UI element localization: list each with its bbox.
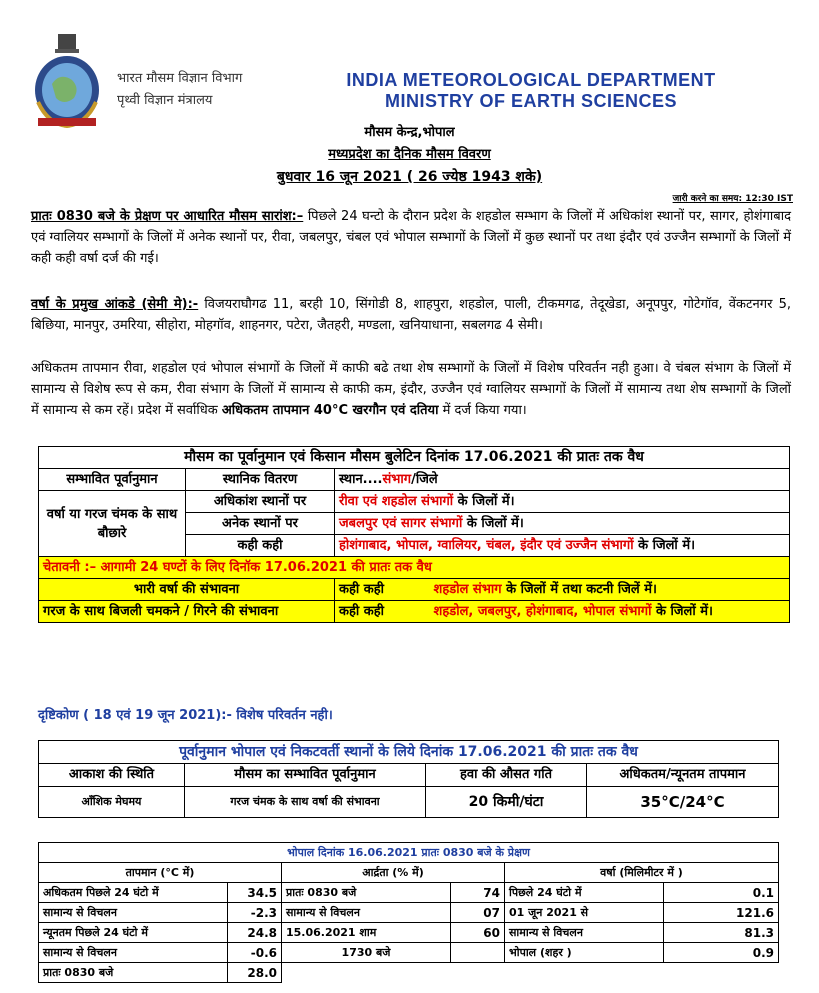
forecast-region-suffix: के जिलों में। xyxy=(462,516,524,531)
obs-value: 07 xyxy=(451,903,505,923)
temperature-tail: में दर्ज किया गया। xyxy=(438,403,527,418)
obs-empty xyxy=(664,963,779,983)
table-row xyxy=(39,943,779,963)
summary-heading: प्रातः 0830 बजे के प्रेक्षण पर आधारित मौसम सारांश:– xyxy=(31,209,304,224)
max-min-temperature: 35°C/24°C xyxy=(587,787,779,818)
obs-label: 15.06.2021 शाम xyxy=(282,923,451,943)
table-row xyxy=(39,963,779,983)
obs-value xyxy=(451,943,505,963)
warning-dist: कही कही xyxy=(339,604,385,619)
obs-value: 0.9 xyxy=(664,943,779,963)
obs-label: सामान्य से विचलन xyxy=(39,943,228,963)
forecast-dist: अनेक स्थानों पर xyxy=(186,513,335,535)
rainfall-summary xyxy=(31,294,791,336)
obs-header-temperature: तापमान (°C में) xyxy=(39,863,282,883)
col-spatial-distribution: स्थानिक वितरण xyxy=(186,469,335,491)
obs-label: अधिकतम पिछले 24 घंटो में xyxy=(39,883,228,903)
forecast-region: रीवा एवं शहडोल संभागों xyxy=(339,494,454,509)
obs-value: 24.8 xyxy=(228,923,282,943)
obs-label: प्रातः 0830 बजे xyxy=(282,883,451,903)
col-place-header xyxy=(335,469,790,491)
obs-label: 1730 बजे xyxy=(282,943,451,963)
rainfall-heading: वर्षा के प्रमुख आंकडे (सेमी मे):- xyxy=(31,297,199,312)
summary-text: पिछले 24 घन्टो के दौरान प्रदेश के शहडोल सम्भाग के जिलों में अधिकांश स्थानों पर, सागर, होशंगाबाद एवं ग्वालियर सम्भागों के जिलों में अनेक स्थानों पर, रीवा, जबलपुर, चंबल एवं भोपाल सम्भागों के जिलों में कुछ स्थानों पर तथा इंदौर एवं उज्जैन सम्भागों के जिलों में कही कही वर्षा दर्ज की गई। xyxy=(31,209,791,266)
obs-label: सामान्य से विचलन xyxy=(505,923,664,943)
forecast-table xyxy=(38,446,790,623)
forecast-region-suffix: के जिलों में। xyxy=(633,538,696,553)
forecast-table-title: मौसम का पूर्वानुमान एवं किसान मौसम बुलेटिन दिनांक 17.06.2021 की प्रातः तक वैध xyxy=(39,447,790,469)
bhopal-obs-title: भोपाल दिनांक 16.06.2021 प्रातः 0830 बजे के प्रेक्षण xyxy=(39,843,779,863)
forecast-region-cell xyxy=(335,491,790,513)
bhopal-observation-table xyxy=(38,842,779,983)
bhopal-forecast-header: हवा की औसत गति xyxy=(426,764,587,787)
dept-name-hindi: भारत मौसम विज्ञान विभाग xyxy=(117,71,243,86)
obs-empty xyxy=(282,963,451,983)
forecast-region-suffix: के जिलों में। xyxy=(453,494,515,509)
obs-header-humidity: आर्द्रता (% में) xyxy=(282,863,505,883)
obs-label: भोपाल (शहर ) xyxy=(505,943,664,963)
forecast-dist: अधिकांश स्थानों पर xyxy=(186,491,335,513)
dept-hindi-block xyxy=(117,68,242,112)
sky-condition: ऑंशिक मेघमय xyxy=(39,787,185,818)
col-place-red: संभाग xyxy=(382,472,412,487)
forecast-region: जबलपुर एवं सागर संभागों xyxy=(339,516,463,531)
dept-name-english: INDIA METEOROLOGICAL DEPARTMENT xyxy=(346,70,716,90)
obs-label: प्रातः 0830 बजे xyxy=(39,963,228,983)
bhopal-forecast-title: पूर्वानुमान भोपाल एवं निकटवर्ती स्थानों के लिये दिनांक 17.06.2021 की प्रातः तक वैध xyxy=(39,741,779,764)
warning-dist: कही कही xyxy=(339,582,385,597)
obs-label: 01 जून 2021 से xyxy=(505,903,664,923)
obs-label: न्यूनतम पिछले 24 घंटो में xyxy=(39,923,228,943)
obs-header-rainfall: वर्षा (मिलिमीटर में ) xyxy=(505,863,779,883)
dept-english-block xyxy=(316,70,746,112)
warning-detail xyxy=(335,579,790,601)
warning-type: गरज के साथ बिजली चमकने / गिरने की संभावना xyxy=(39,601,335,623)
obs-value: -0.6 xyxy=(228,943,282,963)
obs-value: 28.0 xyxy=(228,963,282,983)
obs-empty xyxy=(505,963,664,983)
forecast-region-cell xyxy=(335,513,790,535)
warning-title: चेतावनी :– आगामी 24 घण्टों के लिए दिनॉक 17.06.2021 की प्रातः तक वैध xyxy=(39,557,790,579)
warning-region: शहडोल, जबलपुर, होशंगाबाद, भोपाल संभागों xyxy=(433,604,652,619)
table-row xyxy=(39,923,779,943)
obs-label: सामान्य से विचलन xyxy=(39,903,228,923)
bhopal-forecast-header: आकाश की स्थिति xyxy=(39,764,185,787)
temperature-summary xyxy=(31,358,791,421)
bhopal-forecast-table xyxy=(38,740,779,818)
obs-value: 34.5 xyxy=(228,883,282,903)
bhopal-forecast-header: मौसम का सम्भावित पूर्वानुमान xyxy=(185,764,426,787)
ministry-name-hindi: पृथ्वी विज्ञान मंत्रालय xyxy=(117,93,213,108)
warning-suffix: के जिलों में। xyxy=(651,604,713,619)
obs-value: 0.1 xyxy=(664,883,779,903)
obs-value: 60 xyxy=(451,923,505,943)
obs-value: 121.6 xyxy=(664,903,779,923)
warning-suffix: के जिलों में तथा कटनी जिलें में। xyxy=(501,582,657,597)
obs-value: -2.3 xyxy=(228,903,282,923)
col-probable-forecast: सम्भावित पूर्वानुमान xyxy=(39,469,186,491)
weather-summary xyxy=(31,206,791,269)
outlook-text: दृष्टिकोण ( 18 एवं 19 जून 2021):- विशेष परिवर्तन नही। xyxy=(38,708,333,723)
col-place-prefix: स्थान.... xyxy=(339,472,383,487)
forecast-region-cell xyxy=(335,535,790,557)
forecast-dist: कही कही xyxy=(186,535,335,557)
outlook xyxy=(38,705,333,723)
warning-region: शहडोल संभाग xyxy=(433,582,502,597)
warning-type: भारी वर्षा की संभावना xyxy=(39,579,335,601)
obs-value: 81.3 xyxy=(664,923,779,943)
obs-label: पिछले 24 घंटो में xyxy=(505,883,664,903)
centre-name: मौसम केन्द्र,भोपाल xyxy=(364,125,455,140)
imd-emblem-icon xyxy=(28,32,106,132)
rainfall-text: विजयराघौगढ 11, बरही 10, सिंगोडी 8, शाहपुरा, शहडोल, पाली, टीकमगढ, तेदूखेडा, अनूपपुर, गोटेगॉव, वेंकटनगर 5, बिछिया, मानपुर, उमरिया, सीहोरा, मोहगॉव, शाहनगर, पटेरा, जैतहरी, मण्डला, खनियाधाना, सबलगढ 4 सेमी। xyxy=(31,297,792,333)
table-row xyxy=(39,883,779,903)
report-title: मध्यप्रदेश का दैनिक मौसम विवरण xyxy=(328,147,491,162)
obs-value: 74 xyxy=(451,883,505,903)
forecast-region: होशंगाबाद, भोपाल, ग्वालियर, चंबल, इंदौर एवं उज्जैन संभागों xyxy=(339,538,634,553)
ministry-name-english: MINISTRY OF EARTH SCIENCES xyxy=(384,91,678,111)
warning-detail xyxy=(335,601,790,623)
probable-weather: गरज चंमक के साथ वर्षा की संभावना xyxy=(185,787,426,818)
report-header xyxy=(0,122,819,188)
col-place-suffix: /जिले xyxy=(411,472,438,487)
forecast-category: वर्षा या गरज चंमक के साथ बौछारे xyxy=(39,491,186,557)
temperature-highlight: अधिकतम तापमान 40°C खरगौन एवं दतिया xyxy=(221,403,439,418)
obs-label: सामान्य से विचलन xyxy=(282,903,451,923)
obs-empty xyxy=(451,963,505,983)
bhopal-forecast-header: अधिकतम/न्यूनतम तापमान xyxy=(587,764,779,787)
issue-time: जारी करने का समय: 12:30 IST xyxy=(672,194,793,204)
wind-speed: 20 किमी/घंटा xyxy=(426,787,587,818)
report-date: बुधवार 16 जून 2021 ( 26 ज्येष्ठ 1943 शके) xyxy=(276,169,543,185)
table-row xyxy=(39,903,779,923)
temperature-text: अधिकतम तापमान रीवा, शहडोल एवं भोपाल संभागों के जिलों में काफी बढे तथा शेष सम्भागों के जिलों में विशेष परिवर्तन नही हुआ। वे चंबल संभाग के जिलों में सामान्य से विशेष रूप से कम, रीवा संभाग के जिलों में सामान्य से काफी कम, इंदौर, उज्जैन एवं ग्वालियर सम्भागों के जिलों में सामान्य तथा शेष सम्भागों के जिलों में सामान्य से कम रहें। प्रदेश में सर्वाधिक xyxy=(31,361,791,418)
